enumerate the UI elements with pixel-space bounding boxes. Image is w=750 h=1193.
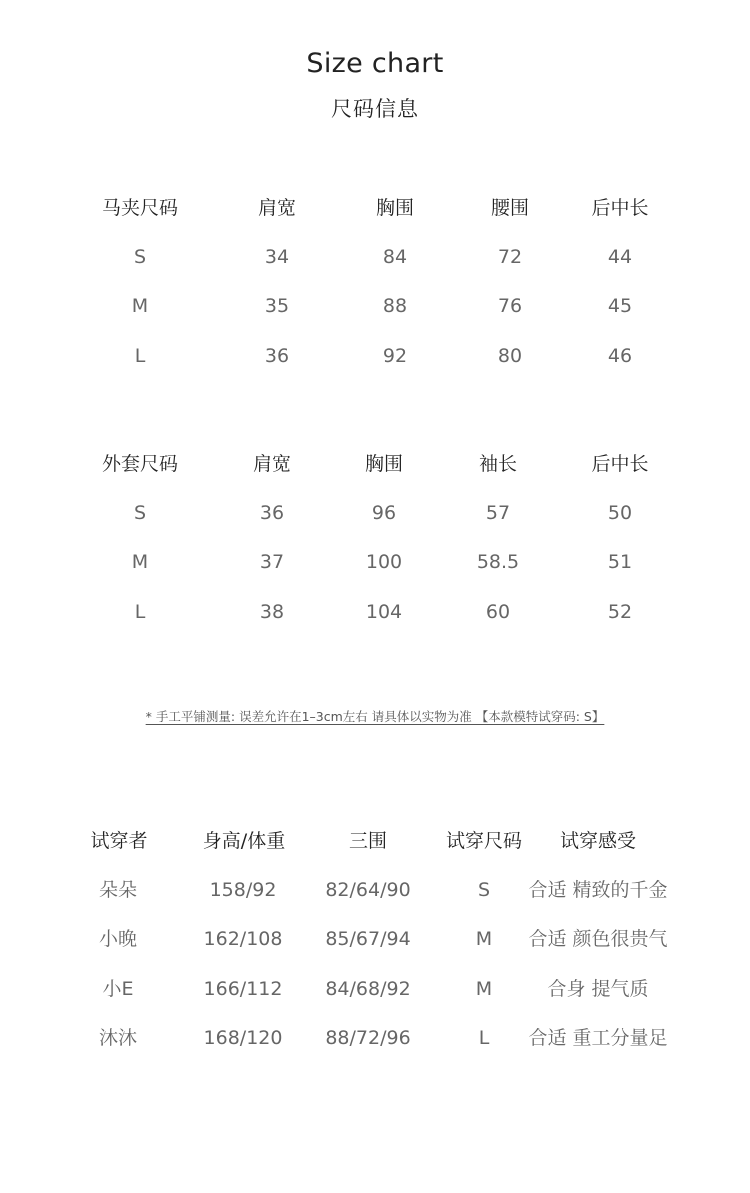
table-cell: 84 bbox=[382, 246, 408, 268]
table-cell: L bbox=[134, 601, 146, 623]
page-title: Size chart bbox=[306, 48, 444, 79]
table-cell: 38 bbox=[259, 601, 285, 623]
table-cell: 46 bbox=[607, 345, 633, 367]
header-cell: 试穿尺码 bbox=[445, 830, 523, 852]
table-cell: 60 bbox=[485, 601, 511, 623]
table-cell: 162/108 bbox=[203, 928, 283, 950]
table-row bbox=[0, 1023, 750, 1053]
header-cell: 后中长 bbox=[591, 453, 649, 475]
table-cell: S bbox=[133, 246, 147, 268]
table-row bbox=[0, 547, 750, 577]
table-cell: 166/112 bbox=[203, 978, 283, 1000]
table-cell: 小晚 bbox=[98, 928, 138, 950]
table-cell: 84/68/92 bbox=[325, 978, 411, 1000]
table-cell: 小E bbox=[102, 978, 134, 1000]
table-cell: 168/120 bbox=[203, 1027, 283, 1049]
table-row bbox=[0, 498, 750, 528]
table-cell: 158/92 bbox=[209, 879, 277, 901]
table-header-row bbox=[0, 193, 750, 223]
measurement-note-text: * 手工平铺测量: 误差允许在1–3cm左右 请具体以实物为准 【本款模特试穿码: S】 bbox=[145, 709, 605, 724]
header-cell: 胸围 bbox=[375, 197, 415, 219]
table-cell: S bbox=[133, 502, 147, 524]
page-subtitle: 尺码信息 bbox=[331, 97, 419, 121]
table-row bbox=[0, 597, 750, 627]
header-cell: 身高/体重 bbox=[202, 830, 286, 852]
table-cell: 100 bbox=[365, 551, 403, 573]
table-cell: 合适 重工分量足 bbox=[528, 1027, 668, 1049]
header-cell: 肩宽 bbox=[252, 453, 292, 475]
table-cell: 96 bbox=[371, 502, 397, 524]
header-cell: 试穿者 bbox=[90, 830, 148, 852]
header-cell: 三围 bbox=[348, 830, 388, 852]
table-cell: 80 bbox=[497, 345, 523, 367]
table-cell: 36 bbox=[264, 345, 290, 367]
table-row bbox=[0, 924, 750, 954]
table-cell: L bbox=[134, 345, 146, 367]
table-cell: 35 bbox=[264, 295, 290, 317]
header-cell: 肩宽 bbox=[257, 197, 297, 219]
table-cell: L bbox=[478, 1027, 490, 1049]
table-row bbox=[0, 974, 750, 1004]
table-cell: 88 bbox=[382, 295, 408, 317]
table-cell: 58.5 bbox=[476, 551, 520, 573]
table-cell: 合适 精致的千金 bbox=[528, 879, 668, 901]
table-row bbox=[0, 291, 750, 321]
header-cell: 外套尺码 bbox=[101, 453, 179, 475]
table-row bbox=[0, 242, 750, 272]
table-cell: 沐沐 bbox=[98, 1027, 138, 1049]
table-cell: 92 bbox=[382, 345, 408, 367]
table-cell: 37 bbox=[259, 551, 285, 573]
table-cell: M bbox=[475, 928, 493, 950]
table-cell: 76 bbox=[497, 295, 523, 317]
header-cell: 马夹尺码 bbox=[101, 197, 179, 219]
table-cell: 85/67/94 bbox=[325, 928, 411, 950]
table-cell: M bbox=[131, 295, 149, 317]
header-cell: 试穿感受 bbox=[559, 830, 637, 852]
table-cell: 50 bbox=[607, 502, 633, 524]
table-cell: 34 bbox=[264, 246, 290, 268]
table-cell: 57 bbox=[485, 502, 511, 524]
header-cell: 胸围 bbox=[364, 453, 404, 475]
table-cell: M bbox=[475, 978, 493, 1000]
header-cell: 后中长 bbox=[591, 197, 649, 219]
table-header-row bbox=[0, 826, 750, 856]
table-cell: 52 bbox=[607, 601, 633, 623]
table-cell: 88/72/96 bbox=[325, 1027, 411, 1049]
table-cell: 合适 颜色很贵气 bbox=[528, 928, 668, 950]
table-cell: 104 bbox=[365, 601, 403, 623]
table-row bbox=[0, 341, 750, 371]
table-cell: 朵朵 bbox=[98, 879, 138, 901]
table-cell: M bbox=[131, 551, 149, 573]
table-header-row bbox=[0, 449, 750, 479]
table-cell: 72 bbox=[497, 246, 523, 268]
table-row bbox=[0, 875, 750, 905]
table-cell: S bbox=[477, 879, 491, 901]
table-cell: 51 bbox=[607, 551, 633, 573]
table-cell: 合身 提气质 bbox=[547, 978, 649, 1000]
table-cell: 36 bbox=[259, 502, 285, 524]
measurement-note bbox=[0, 707, 750, 725]
header-cell: 袖长 bbox=[478, 453, 518, 475]
header-cell: 腰围 bbox=[490, 197, 530, 219]
table-cell: 45 bbox=[607, 295, 633, 317]
table-cell: 44 bbox=[607, 246, 633, 268]
table-cell: 82/64/90 bbox=[325, 879, 411, 901]
